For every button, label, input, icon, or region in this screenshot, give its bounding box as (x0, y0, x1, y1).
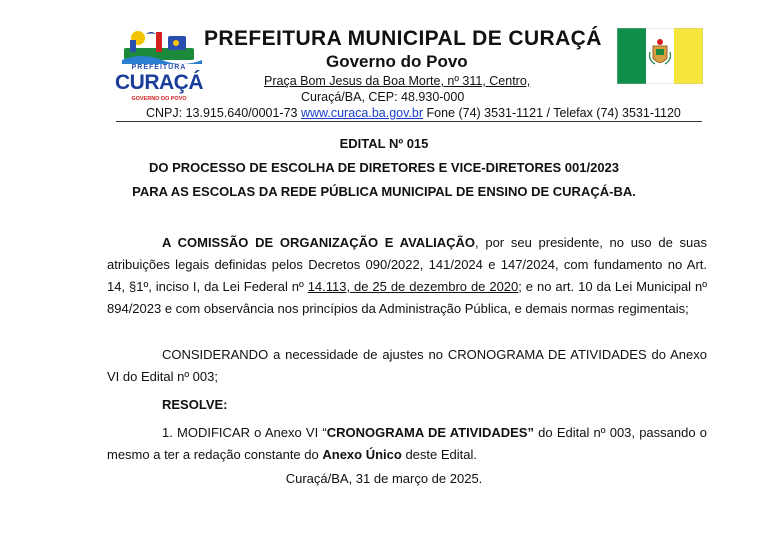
address-line-2: Curaçá/BA, CEP: 48.930-000 (301, 90, 465, 104)
paragraph-article-1 (107, 422, 707, 466)
curaca-flag-icon (617, 28, 703, 84)
logo-city-text: CURAÇÁ (115, 71, 203, 94)
article-1-text-a: 1. MODIFICAR o Anexo VI “ (162, 425, 327, 440)
article-1-text-c: deste Edital. (401, 447, 477, 462)
preamble-text-a: , por seu presidente, no uso de suas atribuições legais definidas pelos Decretos 090/2022, 141/2024 e 147/2024, com fundamento no Art. 14, §1º, inciso I, da Lei Federal nº (107, 235, 707, 294)
paragraph-resolve (107, 394, 707, 416)
committee-name: A COMISSÃO DE ORGANIZAÇÃO E AVALIAÇÃO (162, 235, 476, 250)
cronograma-title: CRONOGRAMA DE ATIVIDADES” (326, 425, 534, 440)
phones-text: Fone (74) 3531-1121 / Telefax (74) 3531-1120 (426, 106, 681, 120)
edital-subject-line-2: PARA AS ESCOLAS DA REDE PÚBLICA MUNICIPAL DE ENSINO DE CURAÇÁ-BA. (132, 184, 636, 199)
curaca-logo (116, 26, 202, 104)
website-link[interactable]: www.curaca.ba.gov.br (300, 106, 424, 120)
page-subtitle: Governo do Povo (326, 52, 468, 71)
paragraph-considerando (107, 344, 707, 388)
federal-law-reference: 14.113, de 25 de dezembro de 2020 (307, 279, 519, 294)
header-divider (116, 121, 702, 122)
address-line-1 (264, 74, 530, 88)
anexo-unico-text: Anexo Único (322, 447, 402, 462)
paragraph-preamble (107, 232, 707, 320)
address-street: Praça Bom Jesus da Boa Morte, nº 311, Centro, (264, 74, 531, 88)
preamble-text-b: ; e no art. 10 da Lei Municipal nº 894/2023 e com observância nos princípios da Administração Pública, e demais normas regimentais; (107, 279, 707, 316)
logo-prefeitura-text: PREFEITURA (131, 64, 187, 71)
logo-tagline-text: GOVERNO DO POVO (131, 96, 187, 102)
edital-subject-line-1: DO PROCESSO DE ESCOLHA DE DIRETORES E VICE-DIRETORES 001/2023 (148, 160, 620, 175)
page-title: PREFEITURA MUNICIPAL DE CURAÇÁ (204, 27, 602, 50)
signature-date: Curaçá/BA, 31 de março de 2025. (285, 471, 483, 486)
curaca-logo-emblem-icon (116, 26, 202, 66)
article-1-text-b: do Edital nº 003, passando o mesmo a ter a redação constante do (107, 425, 708, 462)
considerando-text: CONSIDERANDO a necessidade de ajustes no CRONOGRAMA DE ATIVIDADES do Anexo VI do Edital nº 003; (107, 347, 707, 384)
resolve-heading: RESOLVE: (162, 397, 228, 412)
contact-line (146, 106, 681, 120)
edital-number: EDITAL Nº 015 (339, 136, 429, 151)
cnpj-text: CNPJ: 13.915.640/0001-73 (146, 106, 298, 120)
